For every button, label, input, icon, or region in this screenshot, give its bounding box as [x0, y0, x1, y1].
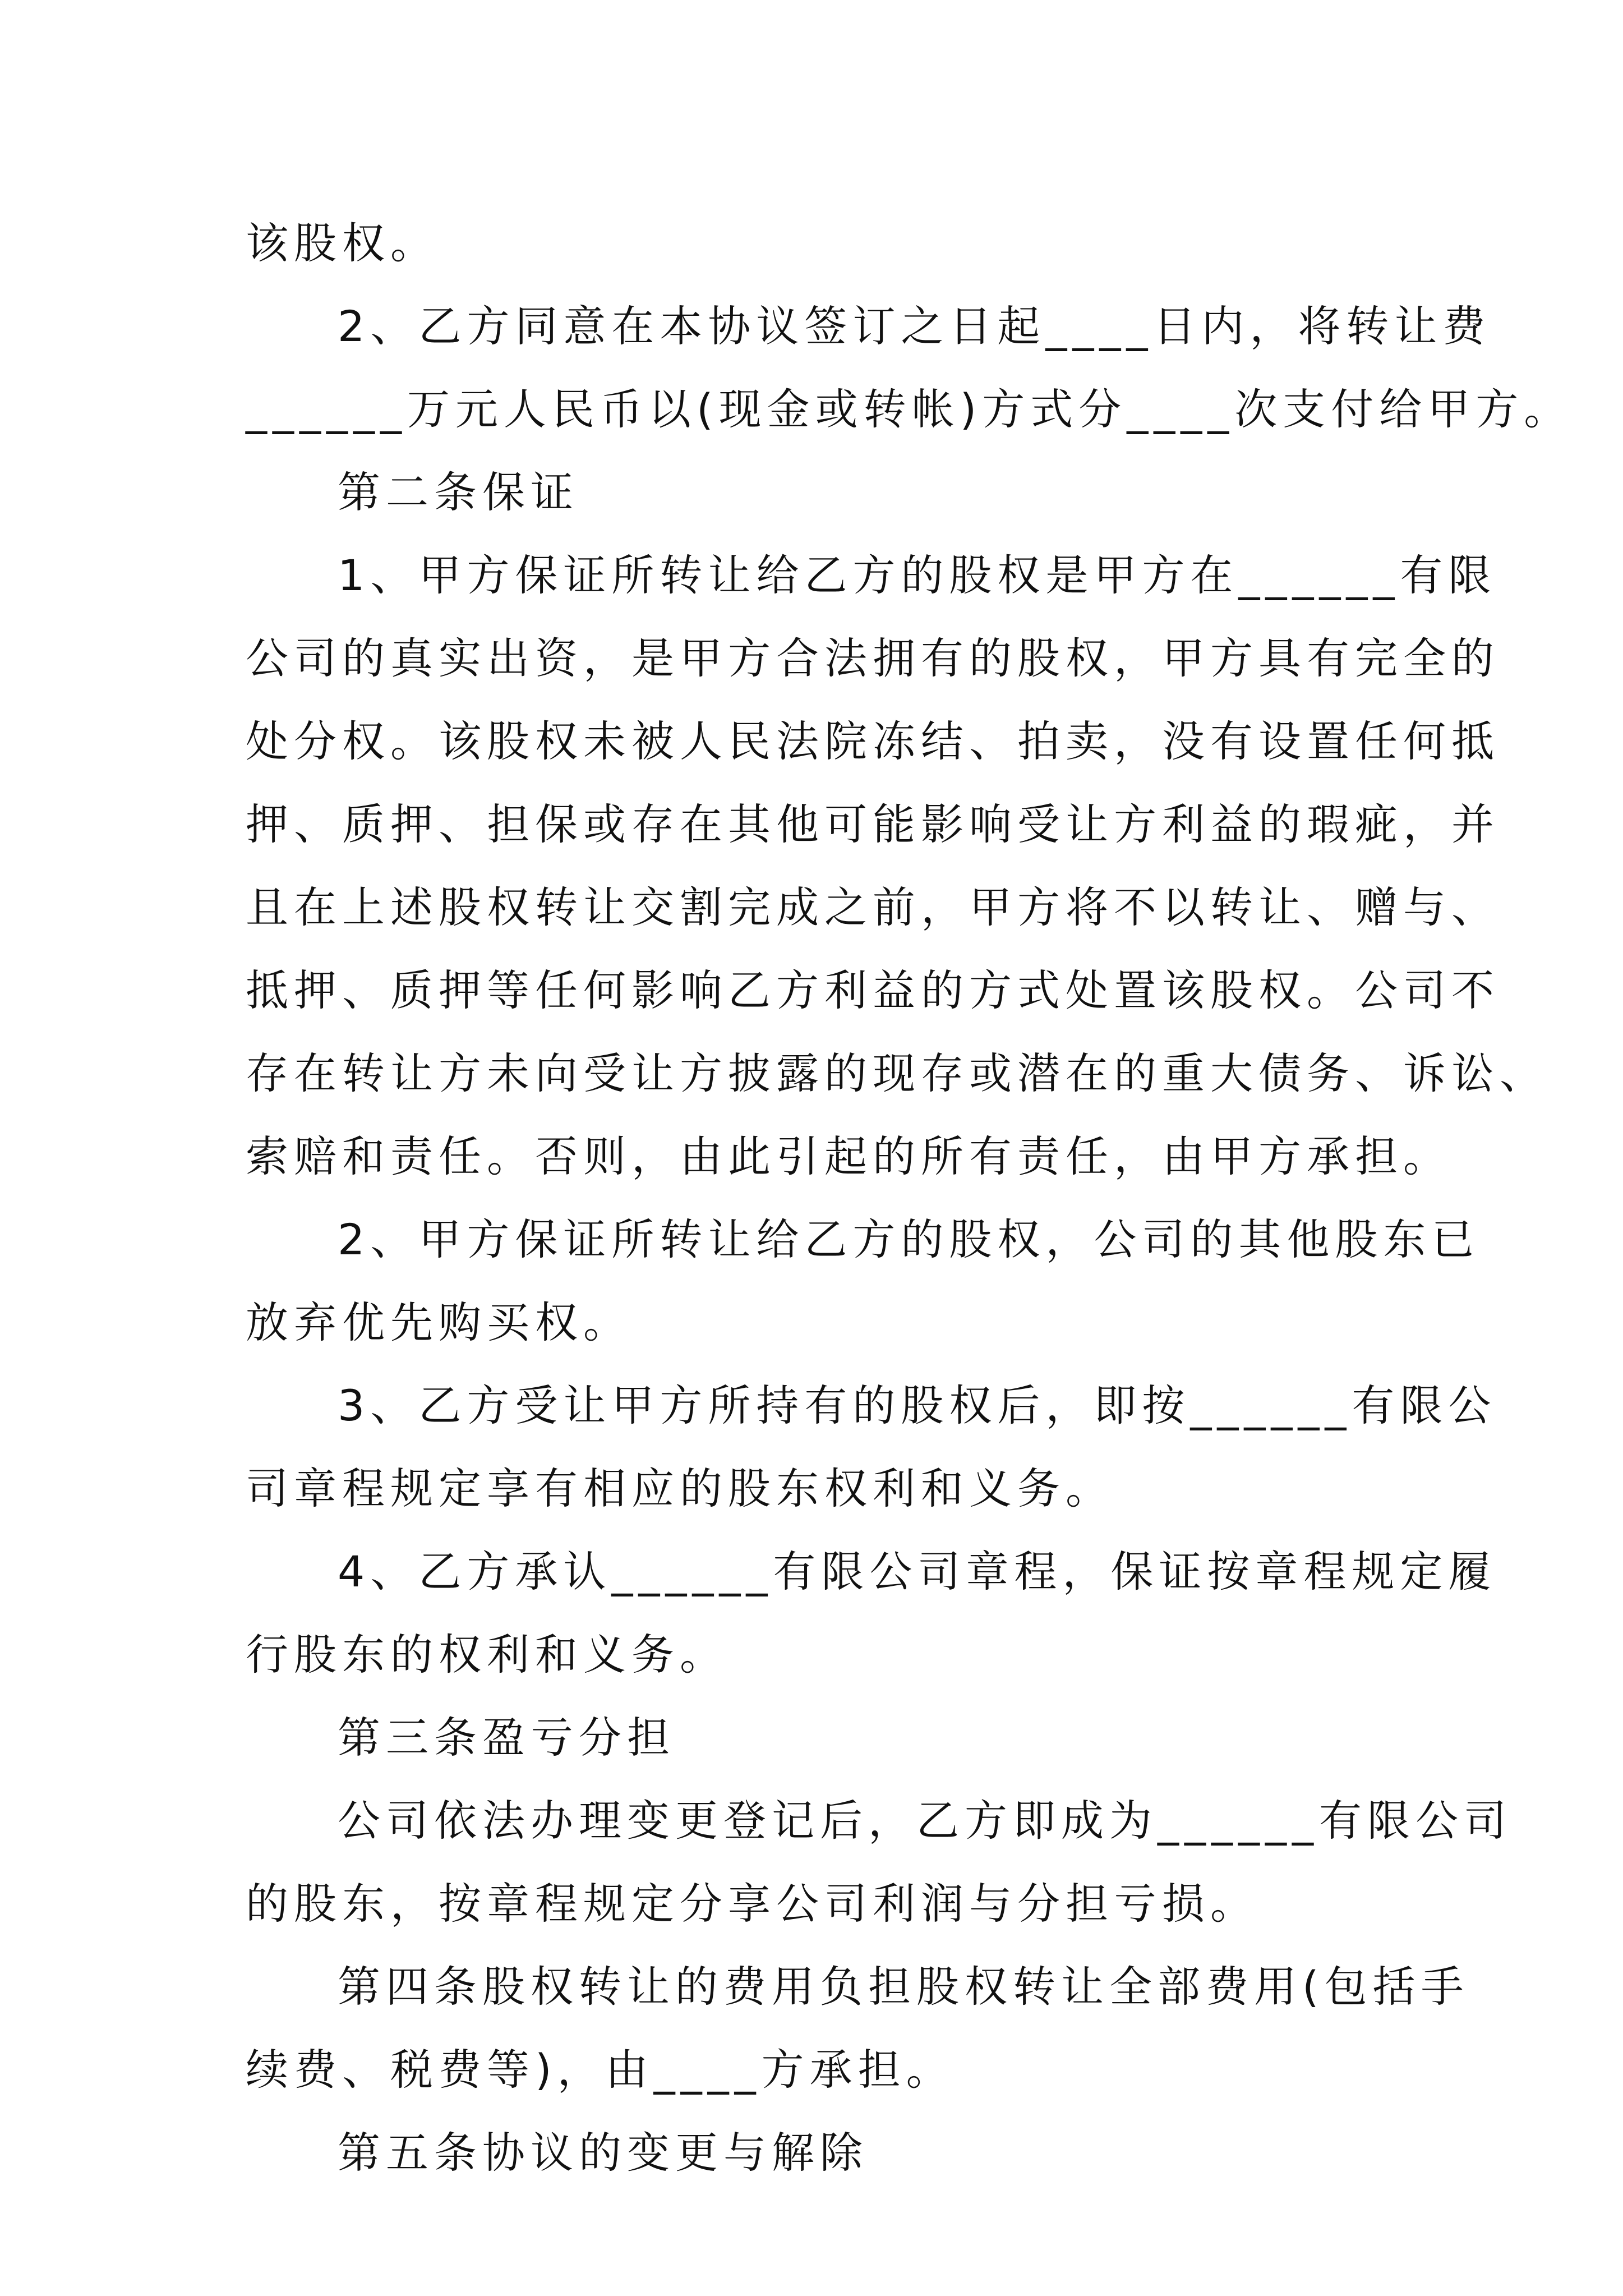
text-line: 押、质押、担保或存在其他可能影响受让方利益的瑕疵，并 [246, 799, 1500, 849]
section-heading: 第二条保证 [338, 467, 579, 517]
text-line: 放弃优先购买权。 [246, 1297, 631, 1347]
text-line: 的股东，按章程规定分享公司利润与分担亏损。 [246, 1879, 1258, 1929]
text-line: 公司的真实出资，是甲方合法拥有的股权，甲方具有完全的 [246, 633, 1500, 683]
text-line: 处分权。该股权未被人民法院冻结、拍卖，没有设置任何抵 [246, 716, 1500, 766]
text-line: 3、乙方受让甲方所持有的股权后，即按______有限公 [338, 1381, 1497, 1430]
text-line: 4、乙方承认______有限公司章程，保证按章程规定履 [338, 1547, 1497, 1596]
text-line: 公司依法办理变更登记后，乙方即成为______有限公司 [338, 1796, 1512, 1846]
text-line: 司章程规定享有相应的股东权利和义务。 [246, 1464, 1114, 1513]
section-heading: 第三条盈亏分担 [338, 1713, 675, 1763]
document-body [246, 202, 1573, 2194]
text-line: 存在转让方未向受让方披露的现存或潜在的重大债务、诉讼、 [246, 1048, 1548, 1098]
text-line: 1、甲方保证所转让给乙方的股权是甲方在______有限 [338, 550, 1497, 600]
section-heading: 第四条股权转让的费用负担股权转让全部费用(包括手 [338, 1962, 1469, 2012]
section-heading: 第五条协议的变更与解除 [338, 2128, 868, 2178]
text-line: 行股东的权利和义务。 [246, 1630, 728, 1680]
text-line: ______万元人民币以(现金或转帐)方式分____次支付给甲方。 [246, 384, 1573, 434]
text-line: 2、乙方同意在本协议签订之日起____日内，将转让费 [338, 301, 1491, 351]
text-line: 该股权。 [246, 218, 439, 268]
text-line: 2、甲方保证所转让给乙方的股权，公司的其他股东已 [338, 1214, 1480, 1264]
text-line: 且在上述股权转让交割完成之前，甲方将不以转让、赠与、 [246, 882, 1500, 932]
text-line: 抵押、质押等任何影响乙方利益的方式处置该股权。公司不 [246, 965, 1500, 1015]
text-line: 续费、税费等)，由____方承担。 [246, 2045, 955, 2095]
text-line: 索赔和责任。否则，由此引起的所有责任，由甲方承担。 [246, 1131, 1451, 1181]
